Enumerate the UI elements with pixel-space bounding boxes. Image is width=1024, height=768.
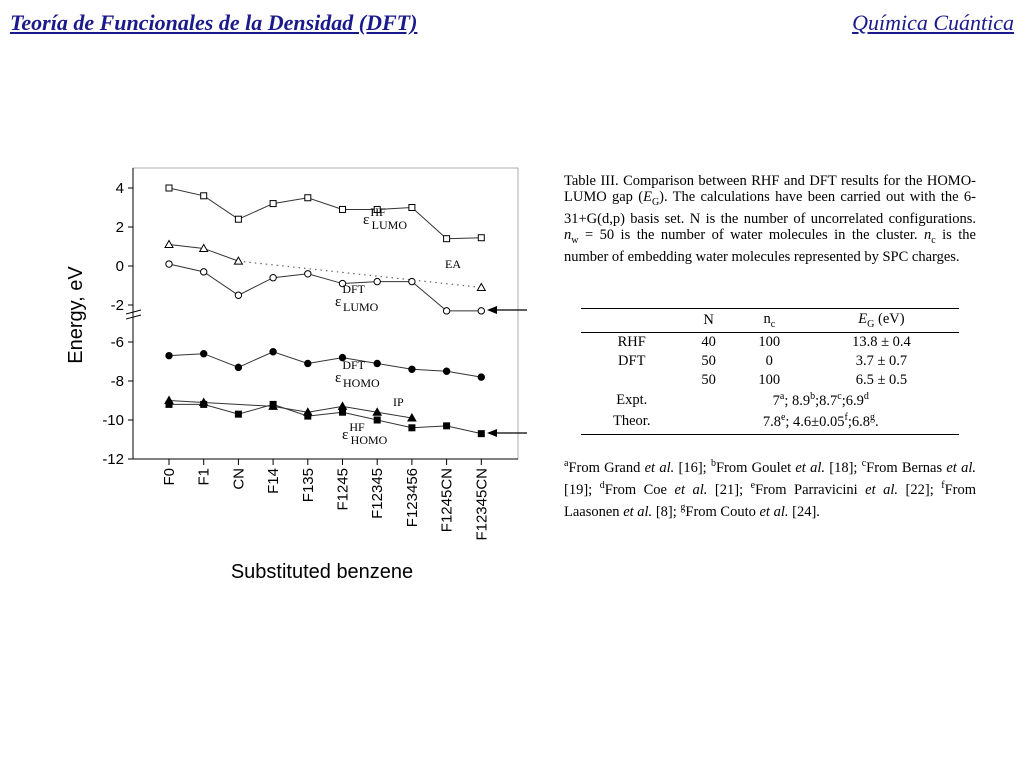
data-point [235,216,241,222]
energy-chart [0,160,540,590]
data-point [166,185,172,191]
table-row: RHF 40 100 13.8 ± 0.4 [617,333,911,350]
x-tick-label: F1245 [334,468,352,511]
y-tick-label: 2 [115,219,124,236]
arrow-dft-lumo [487,306,527,314]
data-point [201,193,207,199]
data-point [340,206,346,212]
data-point [443,308,449,314]
table-row: DFT 50 0 3.7 ± 0.7 [618,352,908,369]
series-hf_homo [166,401,484,436]
data-point [201,269,207,275]
label-dft-lumo: εDFT LUMO [335,282,379,314]
x-tick-label: F123456 [403,468,421,528]
label-hf-lumo: εHF LUMO [363,205,407,232]
data-point [305,413,311,419]
data-point [374,360,380,366]
y-tick-label: 4 [115,180,124,197]
data-point [340,409,346,415]
y-tick-label: -8 [110,373,124,390]
data-point [270,401,276,407]
arrow-hf-homo [487,429,527,437]
x-tick-label: F1 [195,468,213,486]
data-point [166,401,172,407]
x-tick-label: CN [230,468,248,490]
data-point [305,195,311,201]
table-row-theor: Theor. 7.8e; 4.6±0.05$^f$;6.8$^g$. [581,411,959,434]
label-dft-homo: εDFT HOMO [335,358,380,390]
y-tick-label: -12 [102,451,124,468]
y-tick-label: -10 [102,412,124,429]
data-point [444,236,450,242]
x-tick-label: F1245CN [438,468,456,533]
series-line [169,188,481,239]
data-point [477,283,485,290]
series-hf_lumo [166,185,484,242]
series-dft_homo [166,349,485,381]
data-point [235,292,241,298]
col-header-eg: $E_G$ (eV) [804,309,959,333]
data-point [444,423,450,429]
x-tick-label: F12345CN [473,468,491,541]
y-tick-label: -6 [110,334,124,351]
data-point [270,275,276,281]
data-point [374,278,380,284]
data-point [409,425,415,431]
table-footnotes: $^a$From Grand et al. [16]; $^b$From Goulet et al. [18]; $^c$From Bernas et al. [19]; $^d$From Coe et al. [21]; $^e$From Parravicini et al. [22]; $^f$From Laasonen et al. [8]; $^g$From Couto et al. [24]. [564,458,977,520]
x-tick-label: F135 [299,468,317,503]
table-caption: Table III. Comparison between RHF and DFT results for the HOMO-LUMO gap $(E_G)$. The calculations have been carried out with the 6-31+G(d,p) basis set. N is the number of uncorrelated configurations. $n_w = 50$ is the number of water molecules in the cluster. $n_c$ is the number of embedding water molecules represented by SPC charges. [564,173,976,265]
series-ea [165,241,485,291]
y-tick-label: 0 [115,258,124,275]
label-ip: IP [393,395,404,409]
data-point [409,205,415,211]
col-header-nc: $n_c$ [735,309,804,333]
series-line [169,352,481,377]
data-point [305,360,311,366]
data-point [478,235,484,241]
x-tick-label: F0 [161,468,178,486]
data-point [270,201,276,207]
data-point [201,401,207,407]
series-line [169,264,481,311]
comparison-table [581,308,959,435]
table-row-expt: Expt. 7$^a$; 8.9$^b$;8.7$^c$;6.9$^d$ [616,390,869,409]
y-axis-title: Energy, eV [65,266,87,364]
col-header-n: N [682,309,734,333]
label-ea: EA [445,257,461,271]
data-point [374,417,380,423]
data-point [235,364,241,370]
data-point [478,374,484,380]
table-row: 50 100 6.5 ± 0.5 [701,371,908,388]
data-point [478,308,484,314]
x-tick-label: F14 [265,468,283,494]
data-point [339,402,347,409]
x-tick-label: F12345 [369,468,387,519]
data-point [201,351,207,357]
data-point [443,368,449,374]
data-point [235,411,241,417]
slide-title: Teoría de Funcionales de la Densidad (DFT) [10,10,418,35]
data-point [166,352,172,358]
data-point [270,349,276,355]
col-header-method [581,309,682,333]
data-point [478,431,484,437]
x-axis-title: Substituted benzene [230,561,414,583]
data-point [409,278,415,284]
label-hf-homo: εHF HOMO [342,420,388,447]
data-point [166,261,172,267]
course-title: Química Cuántica [852,10,1014,35]
data-point [165,241,173,248]
y-tick-label: -2 [110,297,124,314]
series-dft_lumo [166,261,485,314]
plot-frame [133,168,518,459]
data-point [305,271,311,277]
data-point [409,366,415,372]
